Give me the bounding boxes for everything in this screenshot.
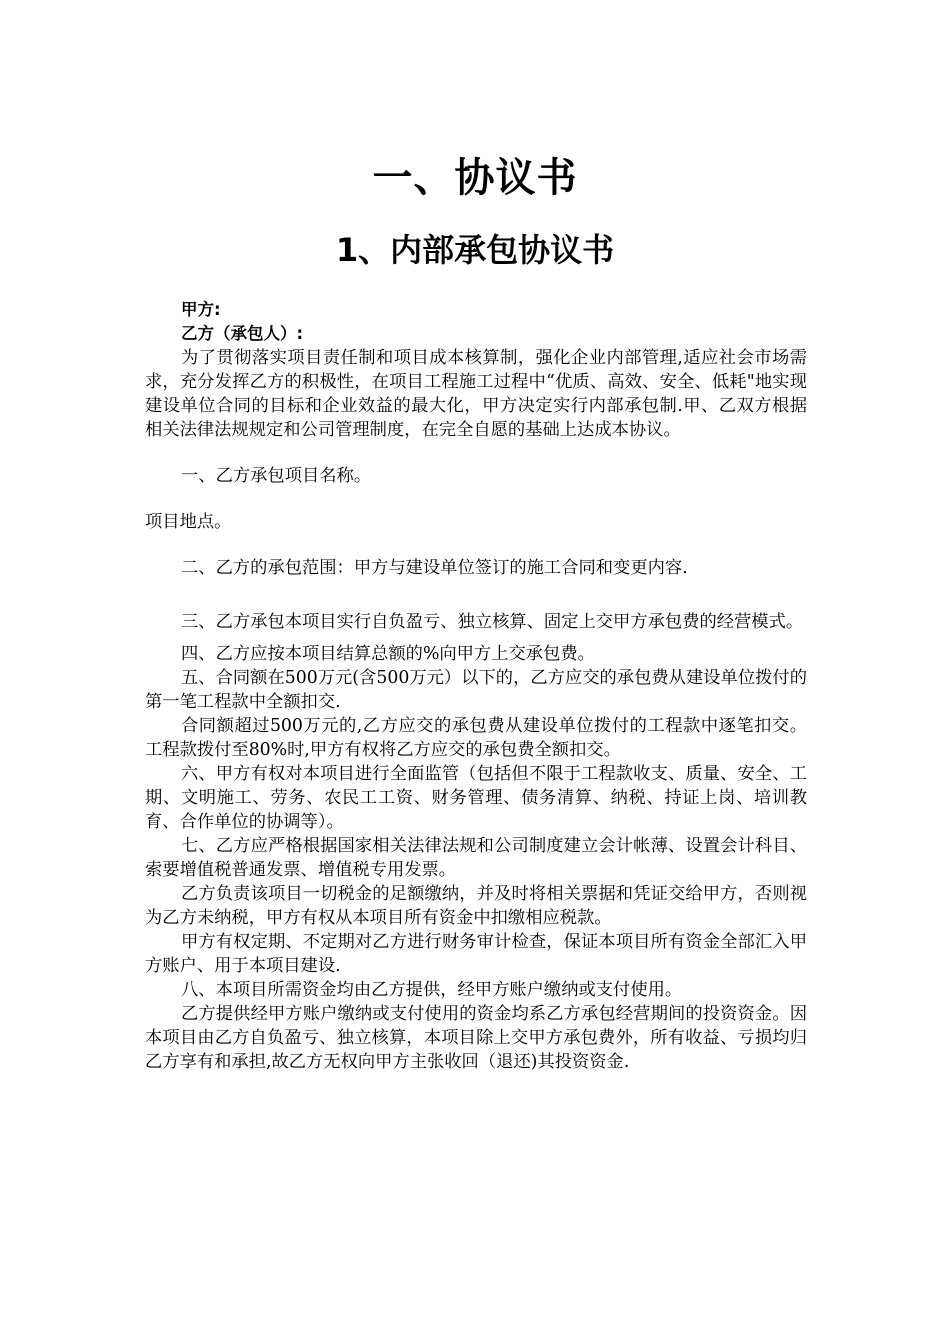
clause-7: 七、乙方应严格根据国家相关法律法规和公司制度建立会计帐薄、设置会计科目、索要增值税普通发票、增值税专用发票。 — [145, 836, 807, 880]
clause-5-b: 合同额超过500万元的,乙方应交的承包费从建设单位拨付的工程款中逐笔扣交。工程款拨付至80%时,甲方有权将乙方应交的承包费全额扣交。 — [145, 716, 807, 760]
document-subtitle: 1、内部承包协议书 — [335, 231, 615, 269]
clause-6: 六、甲方有权对本项目进行全面监管（包括但不限于工程款收支、质量、安全、工期、文明施工、劳务、农民工工资、财务管理、债务清算、纳税、持证上岗、培训教育、合作单位的协调等）。 — [145, 764, 807, 832]
clause-3: 三、乙方承包本项目实行自负盈亏、独立核算、固定上交甲方承包费的经营模式。 — [181, 612, 804, 632]
clause-8: 八、本项目所需资金均由乙方提供，经甲方账户缴纳或支付使用。 — [181, 980, 683, 1000]
clause-5: 五、合同额在500万元(含500万元）以下的，乙方应交的承包费从建设单位拨付的第一笔工程款中全额扣交. — [145, 668, 807, 712]
party-b-label: 乙方（承包人）: — [181, 324, 304, 343]
document-title: 一、协议书 — [372, 155, 578, 201]
agreement-body — [145, 298, 807, 1074]
clause-1-location: 项目地点。 — [145, 512, 232, 532]
clause-2: 二、乙方的承包范围：甲方与建设单位签订的施工合同和变更内容. — [181, 558, 688, 578]
clause-7-c: 甲方有权定期、不定期对乙方进行财务审计检查，保证本项目所有资金全部汇入甲方账户、用于本项目建设. — [145, 932, 807, 976]
clause-1: 一、乙方承包项目名称。 — [181, 466, 372, 486]
clause-7-b: 乙方负责该项目一切税金的足额缴纳，并及时将相关票据和凭证交给甲方，否则视为乙方未纳税，甲方有权从本项目所有资金中扣缴相应税款。 — [145, 884, 807, 928]
clause-8-b: 乙方提供经甲方账户缴纳或支付使用的资金均系乙方承包经营期间的投资资金。因本项目由乙方自负盈亏、独立核算，本项目除上交甲方承包费外，所有收益、亏损均归乙方享有和承担,故乙方无权向甲方主张收回（退还)其投资资金. — [145, 1004, 807, 1072]
clause-4: 四、乙方应按本项目结算总额的%向甲方上交承包费。 — [181, 644, 595, 664]
intro-paragraph: 为了贯彻落实项目责任制和项目成本核算制，强化企业内部管理,适应社会市场需求，充分发挥乙方的积极性，在项目工程施工过程中“优质、高效、安全、低耗"地实现建设单位合同的目标和企业效益的最大化，甲方决定实行内部承包制.甲、乙双方根据相关法律法规规定和公司管理制度，在完全自愿的基础上达成本协议。 — [145, 348, 807, 440]
party-a-label: 甲方: — [181, 300, 221, 319]
